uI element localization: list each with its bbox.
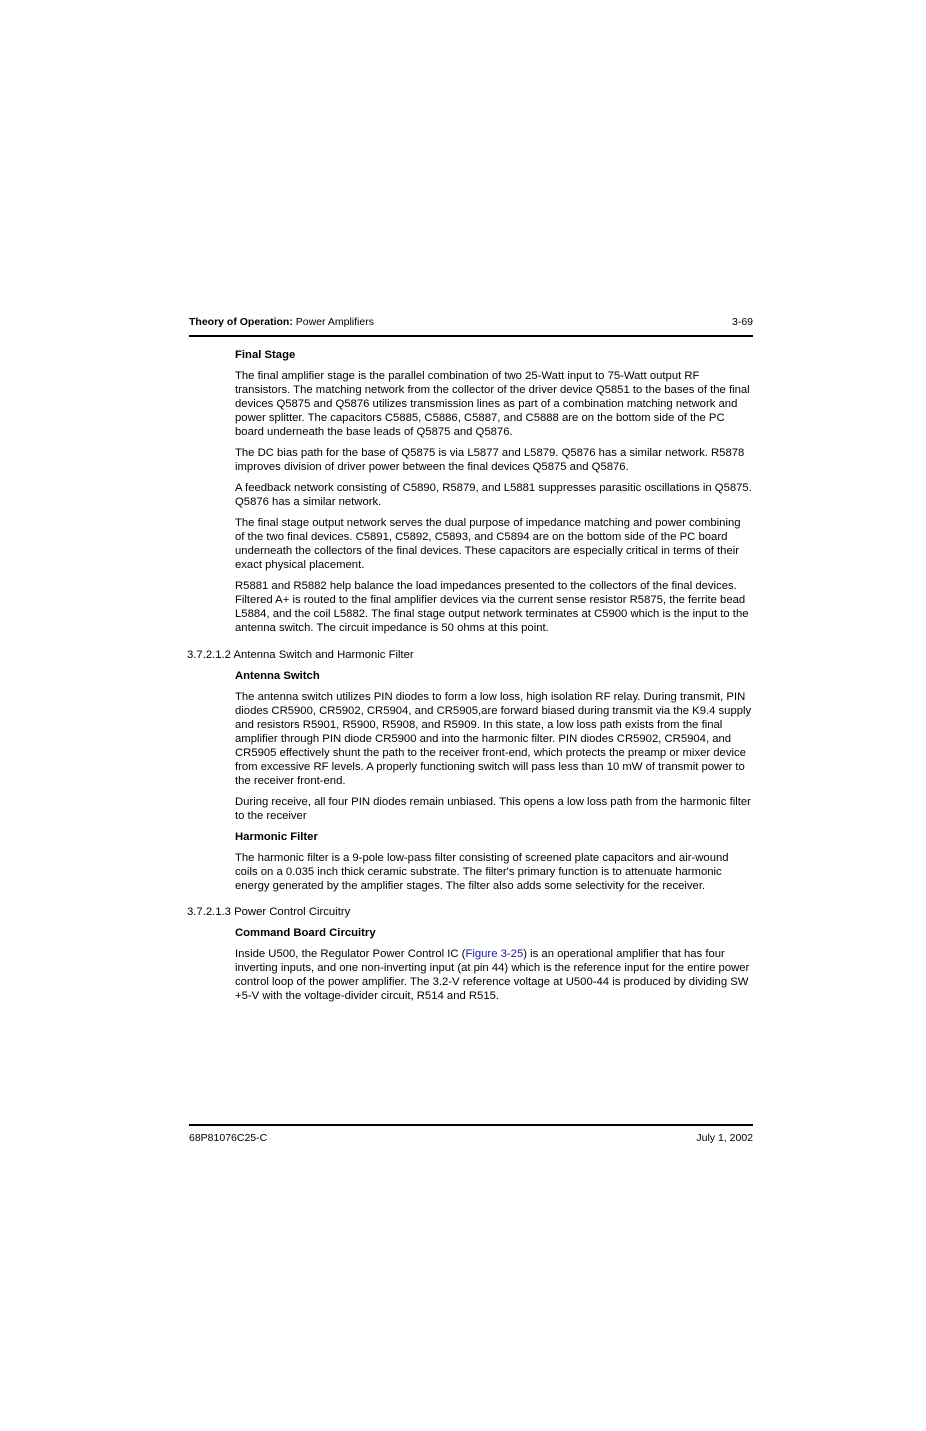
antenna-harmonic-section	[235, 669, 753, 900]
command-board-heading: Command Board Circuitry	[235, 927, 376, 939]
command-board-paragraph-1	[235, 947, 753, 1003]
antenna-switch-paragraph-2: During receive, all four PIN diodes remain unbiased. This opens a low loss path from the harmonic filter to the receiver	[235, 796, 751, 822]
final-stage-paragraph-1: The final amplifier stage is the parallel combination of two 25-Watt input to 75-Watt output RF transistors. The matching network from the collector of the driver device Q5851 to the bases of the final devices Q5875 and Q5876 utilizes transmission lines as part of a combination matching network and power splitter. The capacitors C5885, C5886, C5887, and C5888 are on the bottom side of the PC board underneath the base leads of Q5875 and Q5876.	[235, 370, 750, 438]
final-stage-paragraph-2: The DC bias path for the base of Q5875 is via L5877 and L5879. Q5876 has a similar network. R5878 improves division of driver power between the final devices Q5875 and Q5876.	[235, 447, 745, 473]
final-stage-paragraph-5: R5881 and R5882 help balance the load impedances presented to the collectors of the final devices. Filtered A+ is routed to the final amplifier devices via the current sense resistor R5875, the ferrite bead L5884, and the coil L5882. The final stage output network terminates at C5900 which is the input to the antenna switch. The circuit impedance is 50 ohms at this point.	[235, 580, 749, 634]
final-stage-heading: Final Stage	[235, 349, 296, 361]
footer-rule	[189, 1124, 753, 1126]
antenna-switch-heading: Antenna Switch	[235, 670, 320, 682]
header-section-rest: Power Amplifiers	[292, 316, 374, 328]
header-section-bold: Theory of Operation:	[189, 316, 293, 328]
footer-doc-number: 68P81076C25-C	[189, 1132, 268, 1144]
subsection-title-antenna-harmonic: 3.7.2.1.2 Antenna Switch and Harmonic Filter	[187, 649, 414, 661]
header-rule	[189, 335, 753, 337]
final-stage-paragraph-3: A feedback network consisting of C5890, R5879, and L5881 suppresses parasitic oscillations in Q5875. Q5876 has a similar network.	[235, 482, 752, 508]
page-header	[189, 316, 753, 328]
header-section	[189, 316, 374, 328]
harmonic-filter-heading: Harmonic Filter	[235, 831, 318, 843]
harmonic-filter-paragraph-1: The harmonic filter is a 9-pole low-pass filter consisting of screened plate capacitors and air-wound coils on a 0.035 inch thick ceramic substrate. The filter's primary function is to attenuate harmonic energy generated by the amplifier stages. The filter also adds some selectivity for the receiver.	[235, 852, 729, 892]
footer-date: July 1, 2002	[696, 1132, 753, 1144]
final-stage-section	[235, 348, 753, 642]
antenna-switch-paragraph-1: The antenna switch utilizes PIN diodes to form a low loss, high isolation RF relay. During transmit, PIN diodes CR5900, CR5902, CR5904, and CR5905,are forward biased during transmit via the K9.4 supply and resistors R5901, R5900, R5908, and R5909. In this state, a low loss path exists from the final amplifier through PIN diode CR5900 and into the harmonic filter. PIN diodes CR5902, CR5904, and CR5905 effectively shunt the path to the receiver front-end, which protects the preamp or mixer device from excessive RF levels. A properly functioning switch will pass less than 10 mW of transmit power to the receiver front-end.	[235, 691, 752, 787]
page-footer	[189, 1132, 753, 1144]
header-page-number: 3-69	[731, 316, 753, 328]
power-control-section	[235, 926, 753, 1010]
figure-3-25-link[interactable]: Figure 3-25	[465, 948, 524, 960]
subsection-title-power-control: 3.7.2.1.3 Power Control Circuitry	[187, 906, 351, 918]
command-text-after: ) is an operational amplifier that has four inverting inputs, and one non-inverting input (at pin 44) which is the reference input for the entire power control loop of the power amplifier. The 3.2-V reference voltage at U500-44 is produced by dividing SW +5-V with the voltage-divider circuit, R514 and R515.	[235, 948, 750, 1002]
command-text-before: Inside U500, the Regulator Power Control IC (	[235, 948, 466, 960]
final-stage-paragraph-4: The final stage output network serves the dual purpose of impedance matching and power combining of the two final devices. C5891, C5892, C5893, and C5894 are on the bottom side of the PC board underneath the collectors of the final devices. These capacitors are especially critical in terms of their exact physical placement.	[235, 517, 741, 571]
